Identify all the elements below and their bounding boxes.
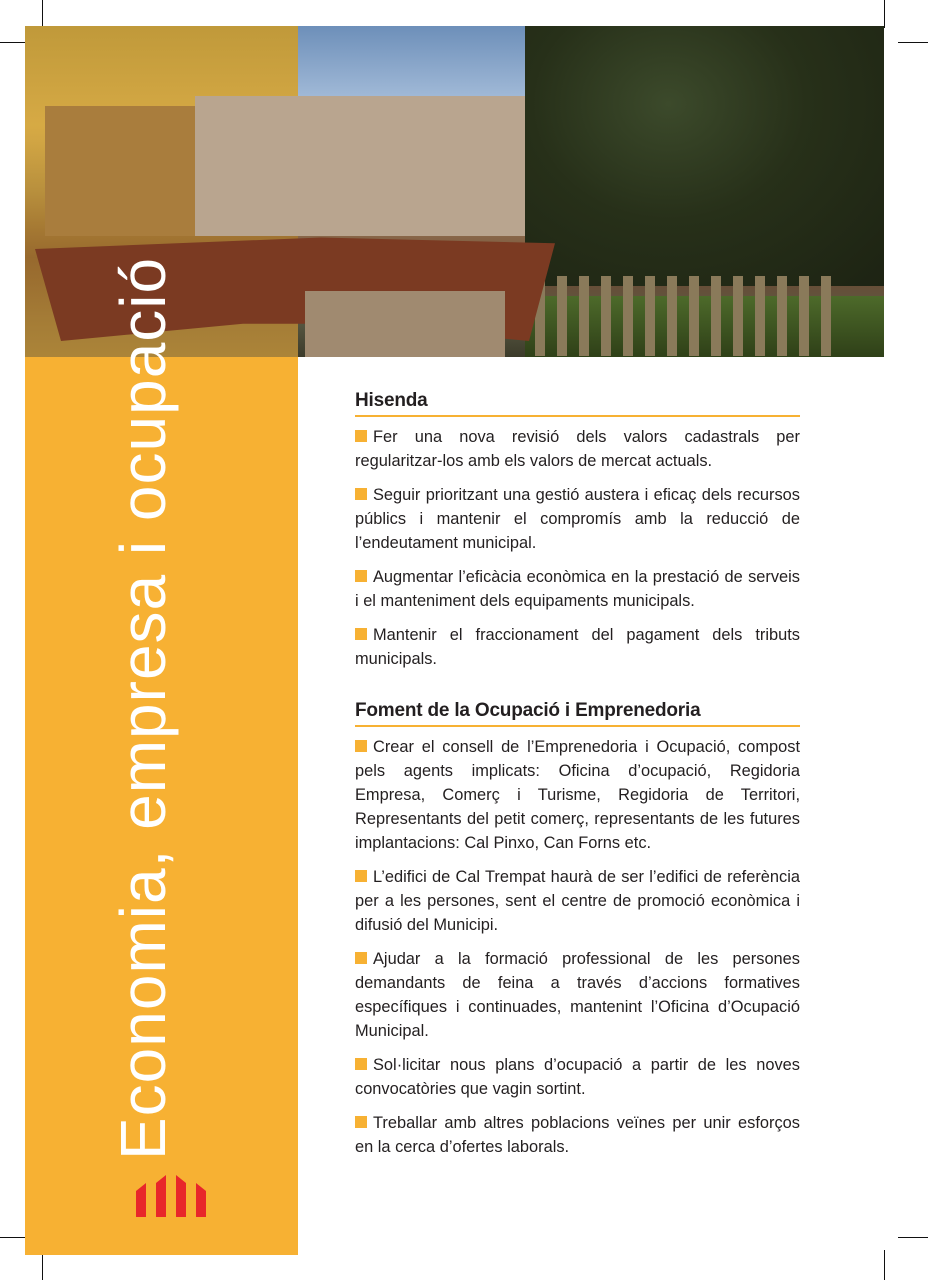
photo-deck	[305, 291, 505, 357]
four-bars-logo-icon	[136, 1175, 208, 1217]
crop-mark	[898, 42, 928, 43]
list-item: Augmentar l’eficàcia econòmica en la prestació de serveis i el manteniment dels equipaments municipals.	[355, 568, 800, 610]
list-item: L’edifici de Cal Trempat haurà de ser l’edifici de referència per a les persones, sent el centre de promoció econòmica i difusió del Municipi.	[355, 868, 800, 934]
list-item: Crear el consell de l’Emprenedoria i Ocupació, compost pels agents implicats: Oficina d’ocupació, Regidoria Empresa, Comerç i Turisme, Regidoria de Territori, Representants del petit comerç, representants de les futures implantacions: Cal Pinxo, Can Forns etc.	[355, 738, 800, 852]
list-item: Sol·licitar nous plans d’ocupació a partir de les noves convocatòries que vagin sortint.	[355, 1056, 800, 1098]
section-heading: Hisenda	[355, 390, 800, 417]
list-item: Ajudar a la formació professional de les persones demandants de feina a través d’accions formatives específiques i continuades, mantenint l’Oficina d’Ocupació Municipal.	[355, 950, 800, 1040]
photo-trees	[525, 26, 884, 286]
crop-mark	[884, 1250, 885, 1280]
crop-mark	[0, 42, 28, 43]
square-bullet-icon	[355, 740, 367, 752]
vertical-title: Economia, empresa i ocupació	[107, 256, 179, 1160]
section-hisenda	[355, 390, 800, 671]
photo-building	[195, 96, 560, 236]
square-bullet-icon	[355, 870, 367, 882]
list-item: Treballar amb altres poblacions veïnes per unir esforços en la cerca d’ofertes laborals.	[355, 1114, 800, 1156]
crop-mark	[0, 1237, 28, 1238]
square-bullet-icon	[355, 570, 367, 582]
square-bullet-icon	[355, 1058, 367, 1070]
crop-mark	[42, 0, 43, 28]
list-item: Fer una nova revisió dels valors cadastrals per regularitzar-los amb els valors de mercat actuals.	[355, 428, 800, 470]
crop-mark	[884, 0, 885, 28]
list-item: Mantenir el fraccionament del pagament dels tributs municipals.	[355, 626, 800, 668]
crop-mark	[898, 1237, 928, 1238]
square-bullet-icon	[355, 952, 367, 964]
square-bullet-icon	[355, 628, 367, 640]
section-heading: Foment de la Ocupació i Emprenedoria	[355, 700, 800, 727]
square-bullet-icon	[355, 488, 367, 500]
photo-posts	[535, 276, 835, 356]
square-bullet-icon	[355, 430, 367, 442]
square-bullet-icon	[355, 1116, 367, 1128]
list-item: Seguir prioritzant una gestió austera i eficaç dels recursos públics i mantenir el compromís amb la reducció de l’endeutament municipal.	[355, 486, 800, 552]
section-foment-ocupacio	[355, 700, 800, 1159]
